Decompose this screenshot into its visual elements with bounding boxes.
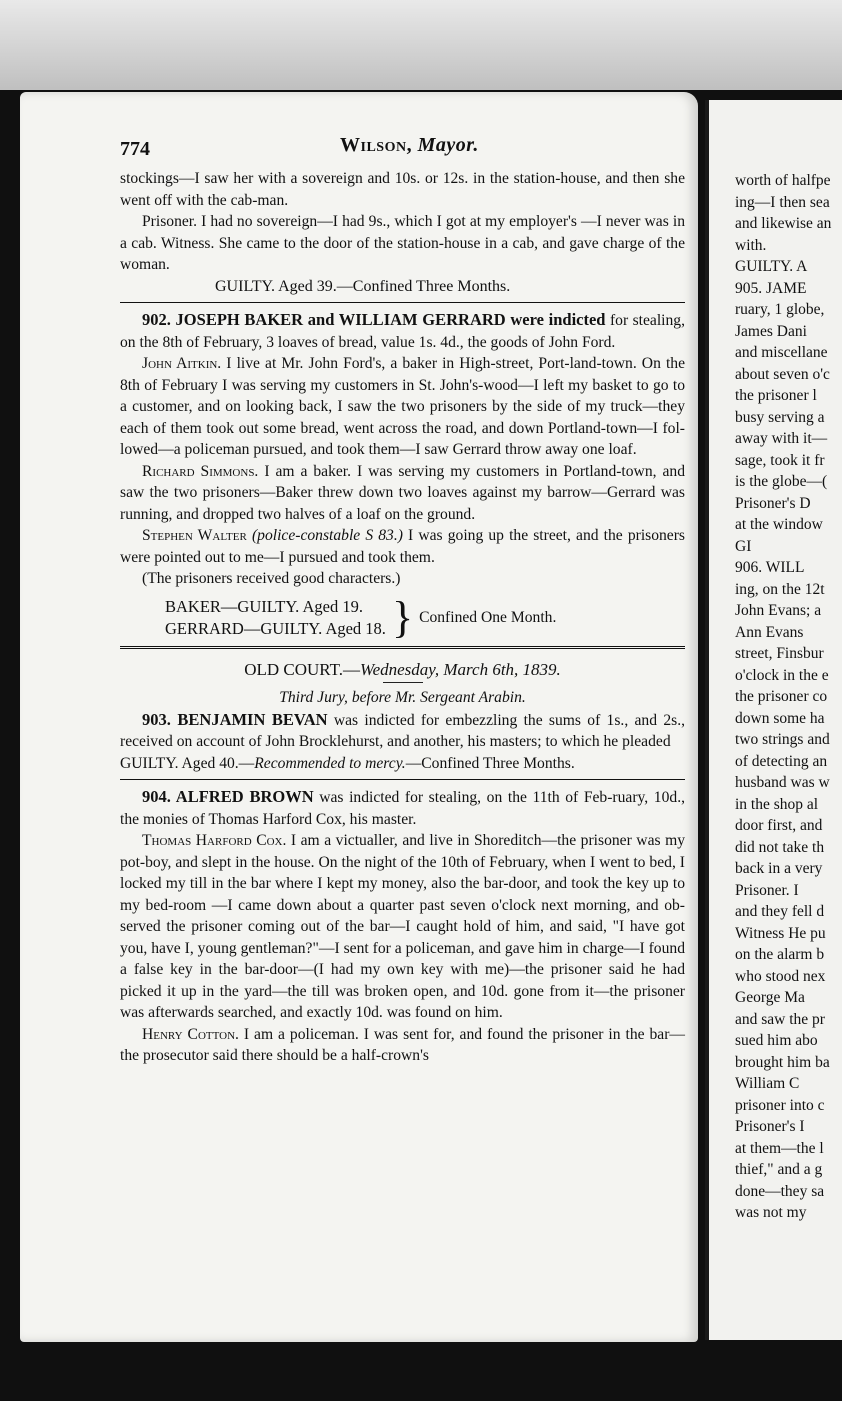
jury-text: Third Jury, before Mr. Sergeant Arabin. bbox=[279, 689, 526, 706]
verdict-sentence: —Confined Three Months. bbox=[405, 754, 575, 772]
testimony-text: I am a baker. I was serving my customers in Portland-town, and saw the two prisoners—Baker threw down two loaves against my barrow—Gerrard was running, and dropped two halves of a loaf on the ground. bbox=[120, 462, 685, 523]
section-divider bbox=[120, 646, 685, 651]
page-content bbox=[120, 134, 685, 1067]
right-page-line: at the window bbox=[735, 516, 823, 533]
right-page-line: 906. WILL bbox=[735, 559, 805, 576]
right-page-line: ing—I then sea bbox=[735, 193, 830, 211]
testimony-text: I am a victualler, and live in Shoreditch—the prisoner was my pot-boy, and slept in the house. On the night of the 10th of February, when I went to bed, I locked my till in the bar where I kept my money, also the bar-door, and took the key up to my bed-room —I came down about a quarter past seven o'clock next morning, and ob-served the prisoner coming out of the bar—I caught hold of him, and said, "I have got you, have I, young gentleman?"—I sent for a policeman, and gave him in charge—I found a false key in the bar-door—(I had my own key with me)—the prisoner said he had picked it up in the yard—the till was broken open, and 10d. gone from it—the prisoner was afterwards searched, and exactly 10d. was found on him. bbox=[120, 832, 686, 1021]
right-page-line: Witness He pu bbox=[735, 924, 826, 942]
right-page-line: was not my bbox=[735, 1204, 807, 1221]
verdict-lines bbox=[165, 596, 386, 640]
verdict-baker: BAKER—GUILTY. Aged 19. bbox=[165, 596, 364, 616]
divider bbox=[120, 779, 685, 780]
right-page-line: ruary, 1 globe, bbox=[735, 301, 825, 318]
case-heading: 904. ALFRED BROWN bbox=[142, 787, 314, 806]
right-page-line: GUILTY. A bbox=[735, 258, 808, 275]
right-page-line: sued him abo bbox=[735, 1032, 818, 1049]
right-page-line: thief," and a g bbox=[735, 1161, 823, 1178]
right-page-line: the prisoner l bbox=[735, 387, 817, 404]
right-page-line: street, Finsbur bbox=[735, 645, 824, 662]
running-head bbox=[340, 134, 479, 157]
right-page-line: back in a very bbox=[735, 860, 823, 877]
right-page-line: of detecting an bbox=[735, 752, 828, 770]
verdict-gerrard: GERRARD—GUILTY. Aged 18. bbox=[165, 618, 386, 638]
testimony bbox=[120, 461, 685, 526]
scan-top-margin bbox=[0, 0, 842, 95]
testimony-text: I live at Mr. John Ford's, a baker in High-street, Port-land-town. On the 8th of February I was serving my customers in St. John's-wood—I left my basket to go to a customer, and on looking back, I saw the two prisoners by the side of my truck—they each of them took out some bread, went across the road, and down Portland-town—I fol-lowed—a policeman pursued, and took them—I saw Gerrard throw away one loaf. bbox=[120, 355, 685, 458]
right-page bbox=[705, 100, 842, 1340]
right-page-line: o'clock in the e bbox=[735, 666, 829, 684]
right-page-line: and likewise an bbox=[735, 215, 832, 232]
case-903 bbox=[120, 709, 685, 753]
right-page-line: worth of halfpe bbox=[735, 172, 831, 189]
right-page-line: two strings and bbox=[735, 731, 830, 748]
right-page-line: 905. JAME bbox=[735, 279, 807, 297]
right-page-line: ing, on the 12t bbox=[735, 580, 825, 598]
right-page-line: Ann Evans bbox=[735, 623, 804, 641]
paragraph: Prisoner. I had no sovereign—I had 9s., which I got at my employer's —I never was in a cab. Witness. She came to the door of the station-house in a cab, and gave charge of the woman. bbox=[120, 213, 685, 273]
running-head-name: Wilson, bbox=[340, 134, 413, 156]
case-902 bbox=[120, 309, 685, 353]
right-page-line: sage, took it fr bbox=[735, 451, 825, 469]
case-text: for stealing, on the 8th of February, 3 loaves of bread, value 1s. 4d., the goods of John Ford. bbox=[120, 312, 686, 351]
right-page-line: Prisoner's I bbox=[735, 1118, 805, 1135]
right-page-line: brought him ba bbox=[735, 1053, 830, 1071]
right-page-line: Prisoner's D bbox=[735, 494, 811, 512]
case-text: was indicted for embezzling the sums of 1s., and 2s., received on account of John Brocklehurst, and another, his masters; to which he pleaded bbox=[120, 711, 685, 750]
right-page-line: who stood nex bbox=[735, 967, 826, 985]
note: (The prisoners received good characters.) bbox=[142, 570, 401, 587]
right-page-line: door first, and bbox=[735, 817, 823, 834]
right-page-line: at them—the l bbox=[735, 1139, 824, 1157]
page-header bbox=[120, 134, 685, 168]
witness-name: Thomas Harford Cox. bbox=[142, 832, 287, 849]
right-page-line: is the globe—( bbox=[735, 473, 828, 490]
right-page-line: James Dani bbox=[735, 322, 807, 340]
page-number: 774 bbox=[120, 138, 150, 160]
verdict-note: Recommended to mercy. bbox=[254, 754, 406, 772]
case-heading: 902. JOSEPH BAKER and WILLIAM GERRARD were indicted bbox=[142, 310, 606, 329]
right-page-line: done—they sa bbox=[735, 1182, 825, 1200]
witness-role: (police-constable S 83.) bbox=[251, 527, 403, 544]
right-page-line: away with it— bbox=[735, 430, 828, 447]
case-904 bbox=[120, 786, 685, 830]
testimony bbox=[120, 830, 685, 1024]
witness-name: Stephen Walter bbox=[142, 527, 247, 544]
right-page-line: and they fell d bbox=[735, 903, 825, 920]
testimony-text: I was going up the street, and the prisoners were pointed out to me—I pursued and took them. bbox=[120, 527, 685, 566]
right-page-line: in the shop al bbox=[735, 795, 819, 813]
witness-name: John Aitkin. bbox=[142, 355, 222, 372]
right-page-line: husband was w bbox=[735, 774, 830, 791]
right-page-line: prisoner into c bbox=[735, 1096, 825, 1114]
witness-name: Henry Cotton. bbox=[142, 1025, 239, 1043]
left-page bbox=[20, 92, 698, 1342]
witness-name: Richard Simmons. bbox=[142, 462, 259, 480]
brace: } bbox=[391, 592, 414, 642]
testimony bbox=[120, 353, 685, 461]
verdict bbox=[120, 753, 685, 775]
verdict-block bbox=[120, 592, 685, 642]
right-page-line: and miscellane bbox=[735, 344, 828, 361]
testimony-text: I am a policeman. I was sent for, and found the prisoner in the bar—the prosecutor said there should be a half-crown's bbox=[120, 1025, 685, 1064]
short-divider bbox=[383, 682, 423, 683]
right-page-line: with. bbox=[735, 236, 767, 254]
testimony bbox=[120, 1024, 685, 1067]
jury-heading bbox=[120, 687, 685, 709]
right-page-line: did not take th bbox=[735, 838, 825, 856]
paragraph: stockings—I saw her with a sovereign and 10s. or 12s. in the station-house, and then she went off with the cab-man. bbox=[120, 170, 685, 209]
right-page-line: down some ha bbox=[735, 709, 825, 727]
divider bbox=[120, 302, 685, 303]
right-page-text bbox=[735, 170, 842, 1224]
session-date: Wednesday, March 6th, 1839. bbox=[359, 659, 561, 679]
right-page-line: Prisoner. I bbox=[735, 881, 799, 899]
right-page-line: George Ma bbox=[735, 989, 805, 1006]
right-page-line: GI bbox=[735, 537, 752, 555]
right-page-line: on the alarm b bbox=[735, 946, 825, 963]
right-page-line: John Evans; a bbox=[735, 602, 822, 619]
right-page-line: busy serving a bbox=[735, 408, 825, 426]
verdict-text: GUILTY. Aged 40.— bbox=[120, 754, 255, 772]
sentence: Confined One Month. bbox=[419, 608, 557, 626]
right-page-line: about seven o'c bbox=[735, 365, 830, 383]
verdict: GUILTY. Aged 39.—Confined Three Months. bbox=[215, 277, 511, 295]
testimony bbox=[120, 525, 685, 568]
right-page-line: William C bbox=[735, 1075, 800, 1092]
case-text: was indicted for stealing, on the 11th of Feb-ruary, 10d., the monies of Thomas Harford Cox, his master. bbox=[120, 789, 685, 828]
right-page-line: and saw the pr bbox=[735, 1010, 825, 1028]
right-page-line: the prisoner co bbox=[735, 688, 828, 705]
court-name: OLD COURT.— bbox=[244, 659, 360, 679]
session-heading bbox=[120, 659, 685, 681]
case-heading: 903. BENJAMIN BEVAN bbox=[142, 709, 328, 729]
running-head-title: Mayor. bbox=[417, 134, 479, 156]
